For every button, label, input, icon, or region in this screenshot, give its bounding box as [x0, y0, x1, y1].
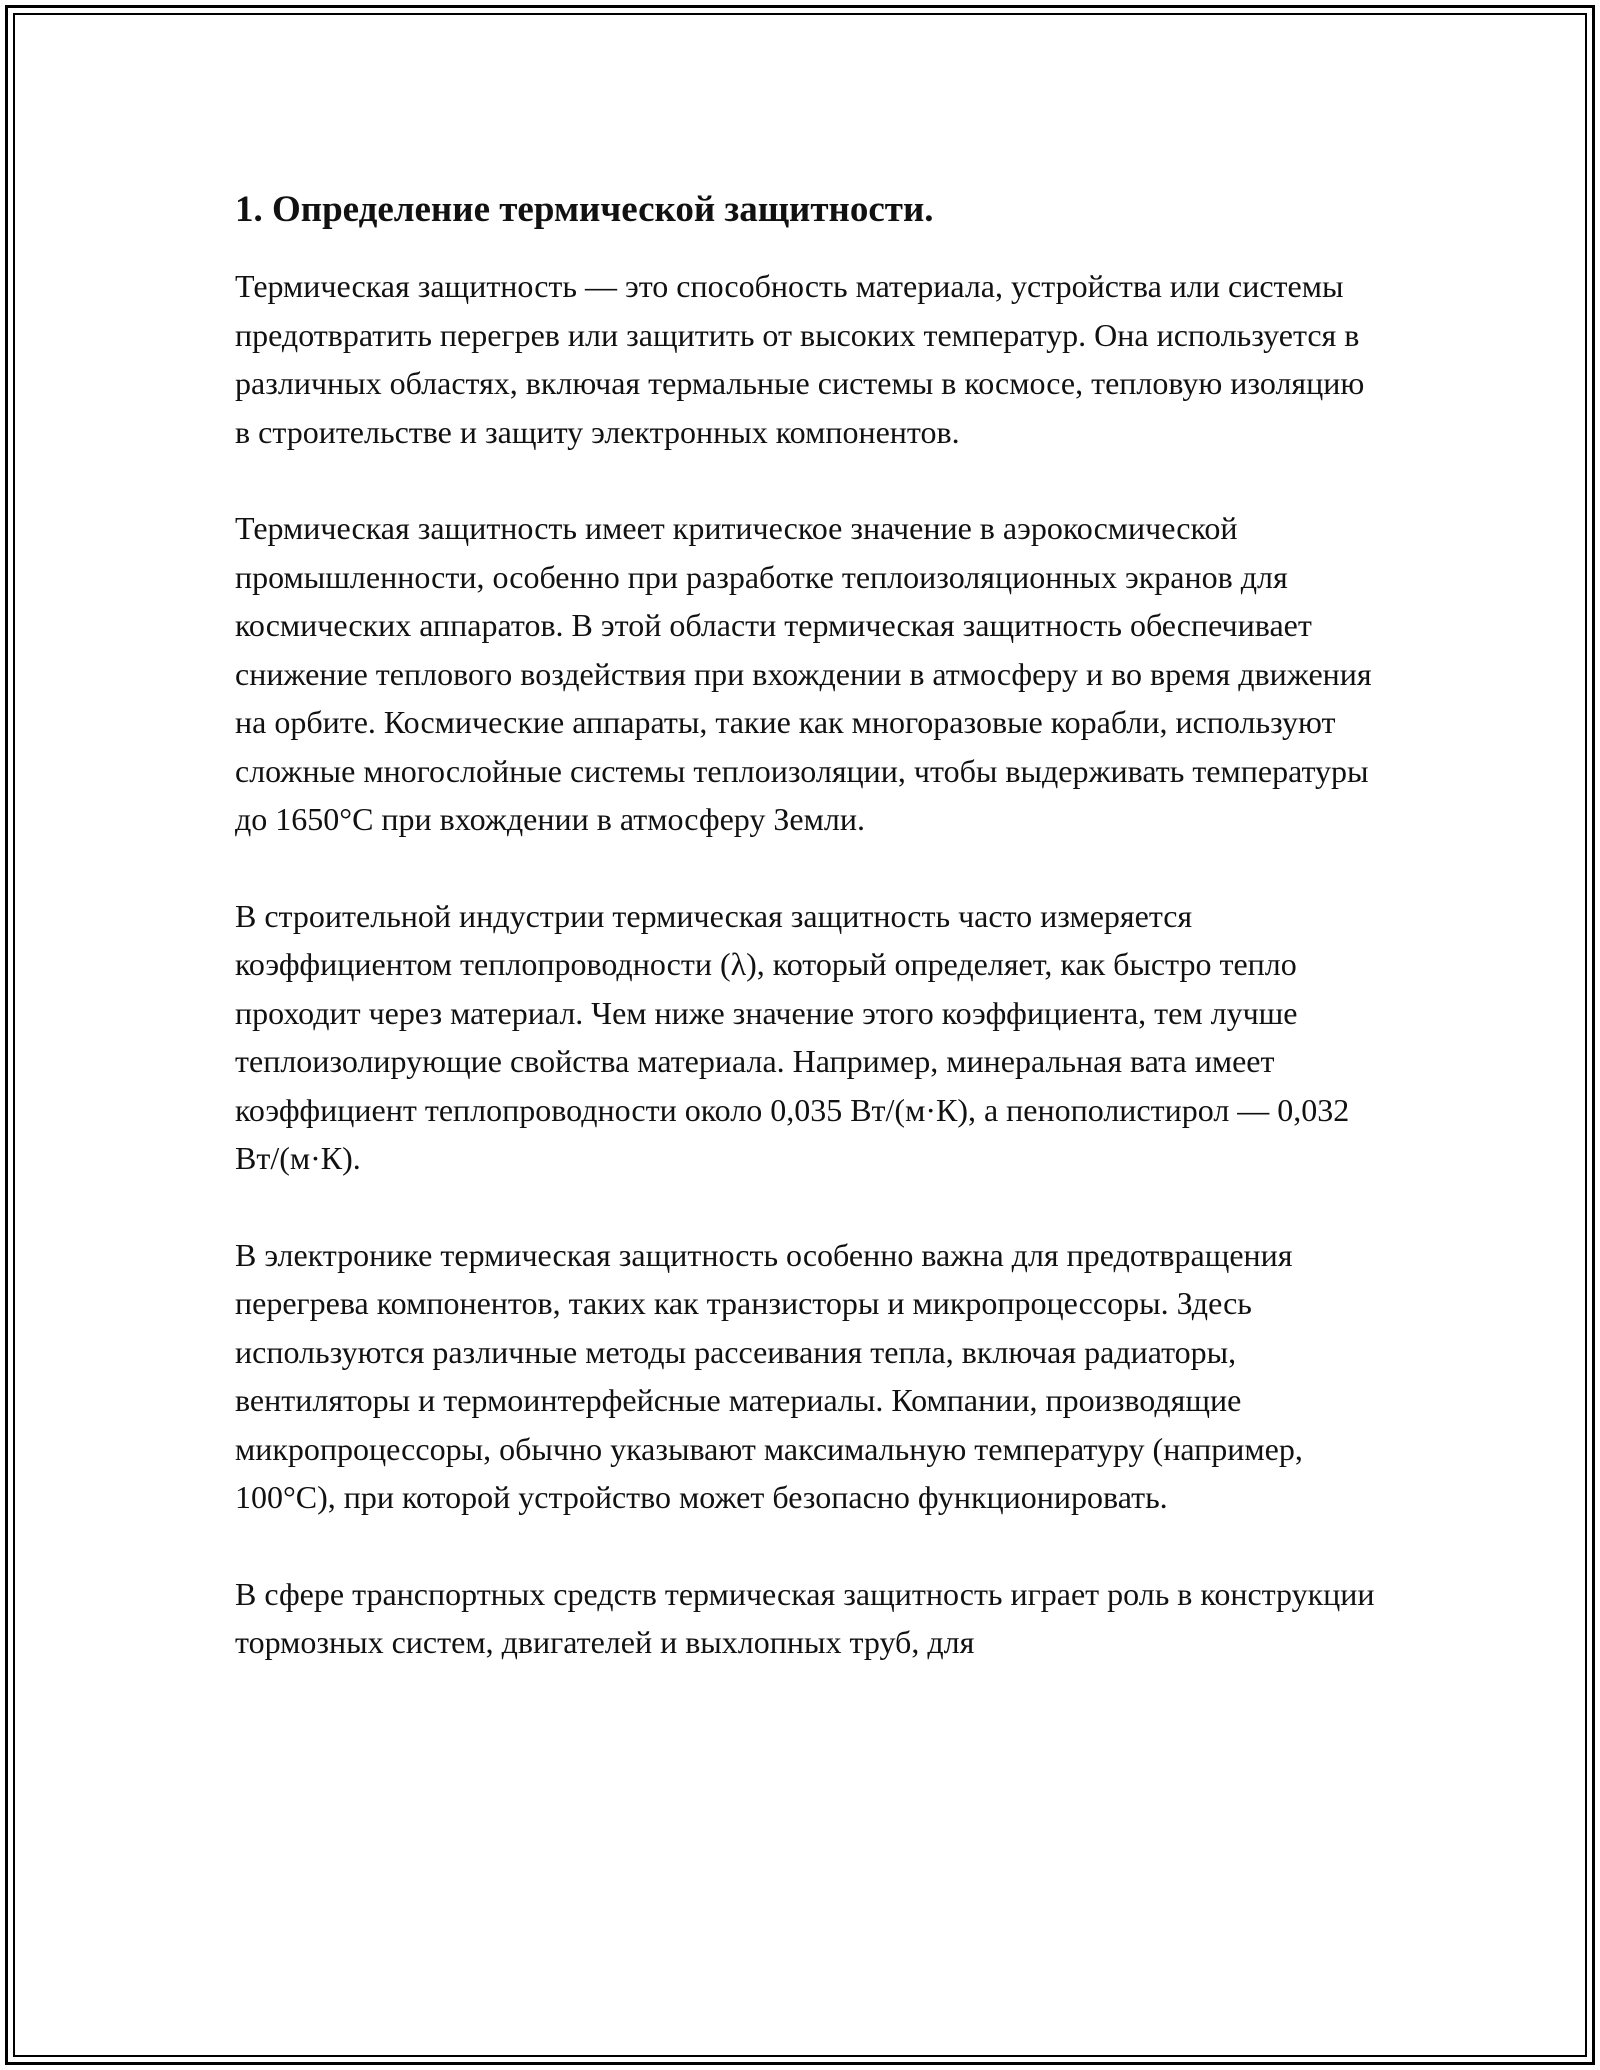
paragraph-electronics: В электронике термическая защитность особенно важна для предотвращения перегрева компонентов, таких как транзисторы и микропроцессоры. Здесь используются различные методы рассеивания тепла, включая радиаторы, вентиляторы и термоинтерфейсные материалы. Компании, производящие микропроцессоры, обычно указывают максимальную температуру (например, 100°C), при которой устройство может безопасно функционировать.	[235, 1236, 1303, 1515]
paragraph-aerospace: Термическая защитность имеет критическое значение в аэрокосмической промышленности, особенно при разработке теплоизоляционных экранов для космических аппаратов. В этой области термическая защитность обеспечивает снижение теплового воздействия при вхождении в атмосферу и во время движения на орбите. Космические аппараты, такие как многоразовые корабли, используют сложные многослойные системы теплоизоляции, чтобы выдерживать температуры до 1650°C при вхождении в атмосферу Земли.	[235, 510, 1372, 837]
section-heading: 1. Определение термической защитности.	[235, 189, 934, 230]
paragraph-definition: Термическая защитность — это способность материала, устройства или системы предотвратить перегрев или защитить от высоких температур. Она используется в различных областях, включая термальные системы в космосе, тепловую изоляцию в строительстве и защиту электронных компонентов.	[235, 268, 1365, 450]
paragraph-transport: В сфере транспортных средств термическая защитность играет роль в конструкции тормозных систем, двигателей и выхлопных труб, для	[235, 1575, 1375, 1660]
document-body	[235, 186, 1385, 1715]
paragraph-construction: В строительной индустрии термическая защитность часто измеряется коэффициентом теплопроводности (λ), который определяет, как быстро тепло проходит через материал. Чем ниже значение этого коэффициента, тем лучше теплоизолирующие свойства материала. Например, минеральная вата имеет коэффициент теплопроводности около 0,035 Вт/(м·К), а пенополистирол — 0,032 Вт/(м·К).	[235, 897, 1350, 1176]
